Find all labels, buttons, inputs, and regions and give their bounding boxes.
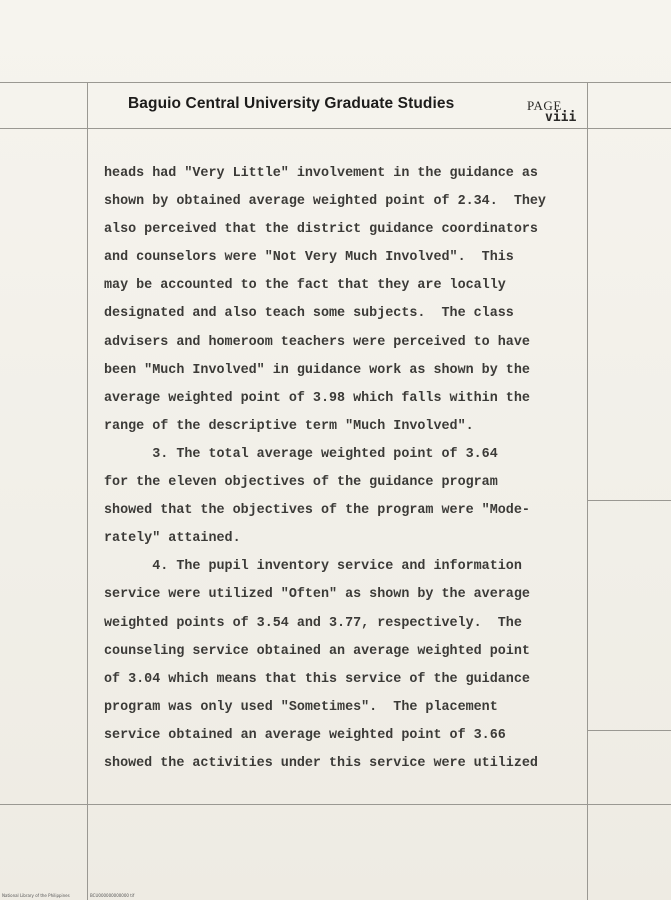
text-line: service were utilized "Often" as shown by the average	[104, 587, 530, 603]
text-line: showed the activities under this service were utilized	[104, 755, 538, 771]
text-line: designated and also teach some subjects. The class	[104, 306, 514, 322]
text-line: range of the descriptive term "Much Involved".	[104, 418, 474, 434]
text-line: 3. The total average weighted point of 3.64	[104, 446, 498, 462]
text-line: of 3.04 which means that this service of the guidance	[104, 671, 530, 687]
footer-source-label: National Library of the Philippines	[2, 893, 70, 898]
text-line: and counselors were "Not Very Much Involved". This	[104, 250, 514, 266]
text-line: average weighted point of 3.98 which falls within the	[104, 390, 530, 406]
university-header-title: Baguio Central University Graduate Studies	[128, 95, 455, 112]
text-line: advisers and homeroom teachers were perceived to have	[104, 334, 530, 350]
text-line: showed that the objectives of the program were "Mode-	[104, 503, 530, 519]
text-line: may be accounted to the fact that they are locally	[104, 278, 506, 294]
text-line: heads had "Very Little" involvement in the guidance as	[104, 166, 538, 181]
body-text	[104, 160, 579, 778]
page-label: PAGE	[527, 98, 562, 113]
top-rule	[0, 82, 671, 83]
text-line: rately" attained.	[104, 531, 241, 547]
text-line: counseling service obtained an average weighted point	[104, 643, 530, 659]
text-line: weighted points of 3.54 and 3.77, respectively. The	[104, 615, 522, 631]
text-line: shown by obtained average weighted point of 2.34. They	[104, 194, 546, 210]
right-margin-rule-1	[587, 500, 671, 501]
page-number: viii	[545, 110, 577, 125]
header-rule	[0, 128, 671, 129]
bottom-rule	[0, 804, 671, 805]
left-margin-rule	[87, 82, 88, 900]
footer-file-label: BCU000000000000 tif	[90, 893, 135, 898]
text-line: been "Much Involved" in guidance work as shown by the	[104, 362, 530, 378]
text-line: for the eleven objectives of the guidance program	[104, 475, 498, 491]
text-line: service obtained an average weighted point of 3.66	[104, 727, 506, 743]
text-line: 4. The pupil inventory service and information	[104, 559, 522, 575]
text-line: program was only used "Sometimes". The placement	[104, 699, 498, 715]
text-line: also perceived that the district guidance coordinators	[104, 222, 538, 238]
right-margin-rule	[587, 82, 588, 900]
right-margin-rule-2	[587, 730, 671, 731]
